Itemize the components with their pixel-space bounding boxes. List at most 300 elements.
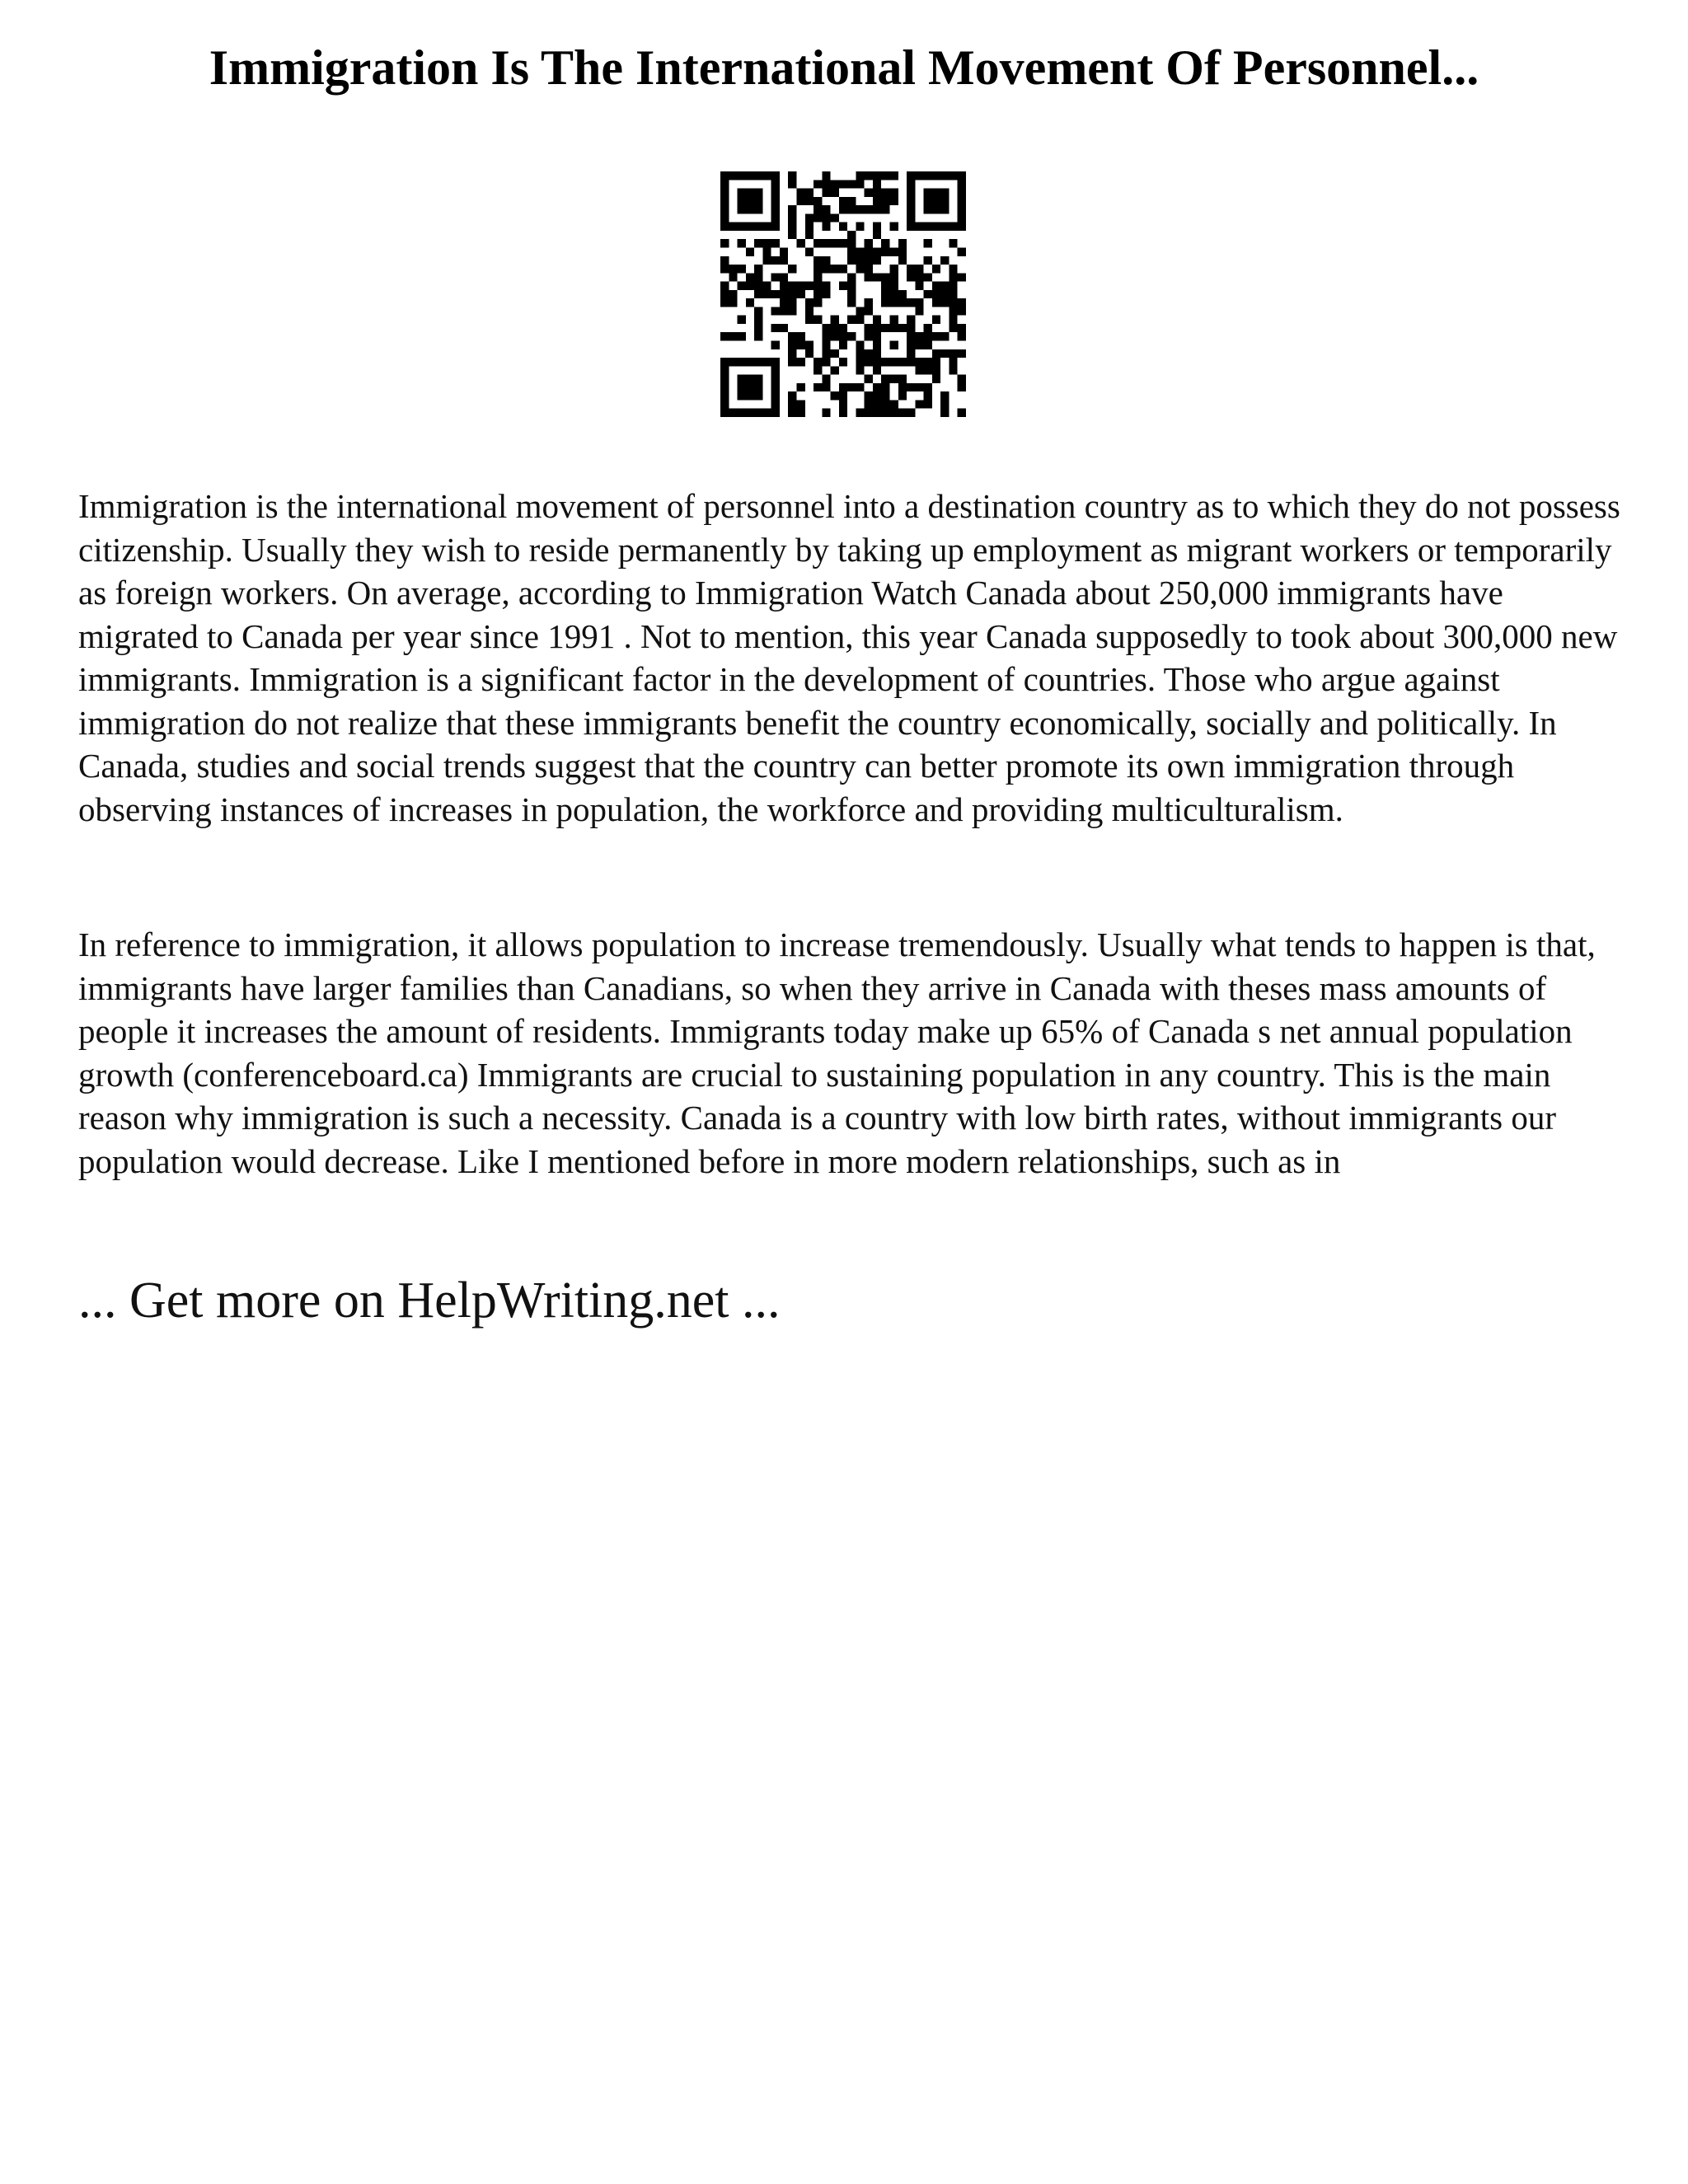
qr-module [940,256,949,265]
qr-module [881,239,889,247]
qr-module [780,256,788,265]
qr-module [847,256,856,265]
qr-module [915,171,923,180]
qr-module [754,307,762,315]
qr-module [762,290,771,298]
qr-module [814,290,822,298]
qr-module [814,205,822,213]
qr-module [788,231,796,239]
qr-module [771,197,780,205]
qr-module [720,332,729,340]
qr-module [881,205,889,213]
qr-module [932,349,940,358]
qr-module [865,239,873,247]
qr-module [788,290,796,298]
qr-module [771,383,780,391]
qr-module [831,239,839,247]
qr-module [720,223,729,231]
qr-module [738,409,746,417]
qr-module [729,409,737,417]
qr-module [754,223,762,231]
qr-module [738,205,746,213]
qr-module [907,409,915,417]
qr-module [814,197,822,205]
qr-module [762,409,771,417]
qr-module [771,375,780,383]
qr-module [932,375,940,383]
qr-module [907,341,915,349]
qr-module [949,290,957,298]
qr-module [881,375,889,383]
qr-module [738,316,746,324]
qr-module [940,205,949,213]
qr-module [771,290,780,298]
qr-module [805,223,814,231]
qr-module [720,391,729,400]
qr-module [940,332,949,340]
qr-module [729,290,737,298]
qr-module [865,375,873,383]
qr-module [898,391,907,400]
qr-module [805,247,814,255]
qr-module [729,265,737,273]
qr-module [780,298,788,307]
qr-module [746,383,754,391]
qr-module [924,189,932,197]
qr-module [907,324,915,332]
qr-module [881,290,889,298]
qr-module [738,189,746,197]
qr-module [856,366,864,374]
qr-module [822,213,830,222]
qr-module [762,247,771,255]
qr-module [839,239,847,247]
qr-module [932,290,940,298]
qr-module [788,409,796,417]
qr-module [814,239,822,247]
qr-module [771,213,780,222]
qr-module [924,358,932,366]
qr-module [940,189,949,197]
qr-module [940,298,949,307]
qr-module [788,358,796,366]
qr-module [949,265,957,273]
qr-module [780,273,788,281]
qr-module [822,180,830,188]
qr-module [890,223,898,231]
qr-module [958,409,966,417]
qr-module [796,400,804,408]
qr-module [873,332,881,340]
qr-module [762,256,771,265]
qr-module [958,205,966,213]
document-title: Immigration Is The International Movement Of Personnel... [209,40,1479,95]
qr-module [839,383,847,391]
qr-module [907,358,915,366]
qr-module [924,205,932,213]
qr-module [746,197,754,205]
qr-module [881,273,889,281]
qr-module [873,366,881,374]
qr-module [720,189,729,197]
qr-module [890,265,898,273]
qr-module [771,273,780,281]
qr-module [924,256,932,265]
qr-module [814,282,822,290]
qr-module [771,307,780,315]
qr-module [881,197,889,205]
qr-module [796,383,804,391]
qr-module [881,247,889,255]
qr-module [754,282,762,290]
qr-module [771,341,780,349]
qr-module [873,349,881,358]
qr-module [949,223,957,231]
qr-module [847,197,856,205]
qr-module [839,341,847,349]
qr-module [814,273,822,281]
qr-module [873,247,881,255]
qr-module [771,409,780,417]
qr-module [856,247,864,255]
qr-module [958,180,966,188]
qr-module [780,282,788,290]
qr-module [949,358,957,366]
qr-module [720,282,729,290]
qr-module [720,239,729,247]
qr-module [796,197,804,205]
qr-module [890,316,898,324]
qr-module [788,205,796,213]
qr-module [822,282,830,290]
qr-module [746,205,754,213]
qr-module [771,358,780,366]
qr-module [738,391,746,400]
qr-module [771,180,780,188]
qr-module [720,290,729,298]
qr-module [831,316,839,324]
qr-module [873,223,881,231]
qr-module [771,189,780,197]
qr-module [839,205,847,213]
qr-module [924,332,932,340]
qr-module [873,358,881,366]
qr-module [754,324,762,332]
qr-module [822,341,830,349]
qr-module [898,358,907,366]
qr-module [932,171,940,180]
qr-module [940,197,949,205]
qr-module [898,256,907,265]
qr-module [932,298,940,307]
qr-module [865,400,873,408]
qr-module [839,223,847,231]
qr-module [958,247,966,255]
qr-module [738,223,746,231]
qr-module [873,391,881,400]
qr-module [738,332,746,340]
qr-module [822,358,830,366]
qr-module [822,205,830,213]
qr-module [746,171,754,180]
qr-module [907,223,915,231]
qr-module [754,383,762,391]
qr-module [780,324,788,332]
qr-module [822,383,830,391]
get-more-link[interactable]: ... Get more on HelpWriting.net ... [78,1272,781,1329]
qr-module [915,366,923,374]
qr-module [814,180,822,188]
qr-module [898,239,907,247]
qr-module [796,332,804,340]
qr-module [720,256,729,265]
qr-module [831,180,839,188]
qr-module [915,400,923,408]
qr-module [831,332,839,340]
qr-module [907,265,915,273]
qr-module [915,383,923,391]
qr-module [958,307,966,315]
qr-module [762,282,771,290]
qr-module [796,358,804,366]
qr-module [881,324,889,332]
qr-module [746,358,754,366]
qr-module [940,282,949,290]
qr-module [839,324,847,332]
qr-module [720,197,729,205]
qr-module [822,409,830,417]
qr-module [822,223,830,231]
qr-module [762,239,771,247]
qr-module [932,316,940,324]
qr-module [805,231,814,239]
qr-module [924,290,932,298]
qr-module [915,282,923,290]
qr-module [873,273,881,281]
qr-module [865,307,873,315]
qr-module [839,400,847,408]
qr-module [754,316,762,324]
qr-module [873,231,881,239]
qr-module [890,197,898,205]
qr-module [754,197,762,205]
qr-module [940,391,949,400]
qr-module [814,265,822,273]
qr-module [831,265,839,273]
qr-module [814,298,822,307]
qr-module [898,375,907,383]
qr-module [754,391,762,400]
qr-module [847,316,856,324]
qr-module [958,273,966,281]
qr-module [788,391,796,400]
qr-module [924,197,932,205]
qr-module [924,239,932,247]
qr-module [746,391,754,400]
qr-module [796,189,804,197]
qr-module [949,298,957,307]
qr-module [958,213,966,222]
qr-module [949,282,957,290]
qr-module [958,349,966,358]
qr-module [907,213,915,222]
qr-module [890,273,898,281]
qr-module [839,197,847,205]
qr-module [805,307,814,315]
qr-module [915,298,923,307]
qr-module [831,213,839,222]
qr-module [771,400,780,408]
qr-module [780,290,788,298]
qr-code-icon [720,171,966,417]
qr-module [771,205,780,213]
qr-module [746,247,754,255]
qr-module [746,282,754,290]
qr-module [890,290,898,298]
qr-module [771,256,780,265]
qr-module [915,332,923,340]
qr-module [915,265,923,273]
qr-module [746,273,754,281]
qr-module [915,307,923,315]
qr-module [873,256,881,265]
qr-module [881,400,889,408]
qr-module [814,256,822,265]
qr-module [805,189,814,197]
qr-module [924,171,932,180]
qr-module [873,409,881,417]
qr-module [881,282,889,290]
qr-module [932,282,940,290]
qr-module [958,375,966,383]
qr-module [822,375,830,383]
qr-module [754,171,762,180]
qr-module [839,409,847,417]
qr-module [847,239,856,247]
qr-module [958,332,966,340]
qr-module [915,341,923,349]
qr-module [720,358,729,366]
qr-module [847,205,856,213]
qr-module [839,358,847,366]
qr-module [831,349,839,358]
qr-module [822,265,830,273]
qr-module [932,205,940,213]
qr-module [890,171,898,180]
qr-module [924,324,932,332]
qr-module [856,383,864,391]
qr-module [788,341,796,349]
qr-module [873,316,881,324]
qr-module [949,273,957,281]
qr-module [856,307,864,315]
qr-module [932,189,940,197]
qr-module [932,265,940,273]
qr-module [805,316,814,324]
qr-module [890,375,898,383]
qr-module [898,383,907,391]
qr-module [847,282,856,290]
qr-module [890,189,898,197]
qr-module [865,247,873,255]
qr-module [729,332,737,340]
qr-module [873,400,881,408]
qr-module [771,223,780,231]
qr-module [796,409,804,417]
qr-module [788,265,796,273]
qr-module [847,180,856,188]
qr-module [949,366,957,374]
qr-module [949,171,957,180]
qr-module [865,256,873,265]
qr-module [915,358,923,366]
qr-module [754,290,762,298]
qr-module [805,282,814,290]
qr-module [720,171,729,180]
qr-module [940,171,949,180]
qr-module [907,349,915,358]
qr-module [839,332,847,340]
qr-module [822,171,830,180]
qr-module [958,189,966,197]
qr-module [932,223,940,231]
qr-module [856,358,864,366]
qr-module [814,383,822,391]
qr-module [754,189,762,197]
qr-module [720,383,729,391]
qr-module [839,180,847,188]
qr-module [805,341,814,349]
qr-module [746,375,754,383]
qr-module [940,400,949,408]
qr-module [881,298,889,307]
qr-module [932,366,940,374]
qr-module [788,213,796,222]
qr-module [873,324,881,332]
qr-module [907,332,915,340]
qr-module [788,223,796,231]
qr-module [949,324,957,332]
qr-module [890,341,898,349]
qr-module [847,273,856,281]
qr-module [720,213,729,222]
qr-module [924,366,932,374]
qr-module [856,349,864,358]
qr-module [915,223,923,231]
qr-module [873,171,881,180]
qr-module [865,298,873,307]
qr-module [890,282,898,290]
qr-module [865,332,873,340]
qr-module [865,171,873,180]
qr-module [856,205,864,213]
qr-module [940,349,949,358]
qr-module [720,265,729,273]
qr-module [796,341,804,349]
body-paragraph-2: In reference to immigration, it allows population to increase tremendously. Usually what tends to happen is that, immigrants have larger families than Canadians, so when they arrive in Canada with theses mass amounts of people it increases the amount of residents. Immigrants today make up 65% of Canada s net annual population growth (conferenceboard.ca) Immigrants are crucial to sustaining population in any country. This is the main reason why immigration is such a necessity. Canada is a country with low birth rates, without immigrants our population would decrease. Like I mentioned before in more modern relationships, such as in [78,926,1596,1180]
qr-module [873,383,881,391]
qr-module [822,332,830,340]
qr-module [890,298,898,307]
qr-module [831,366,839,374]
qr-module [907,316,915,324]
qr-module [890,324,898,332]
qr-module [856,316,864,324]
qr-module [738,383,746,391]
qr-module [822,189,830,197]
qr-module [729,223,737,231]
qr-module [881,391,889,400]
